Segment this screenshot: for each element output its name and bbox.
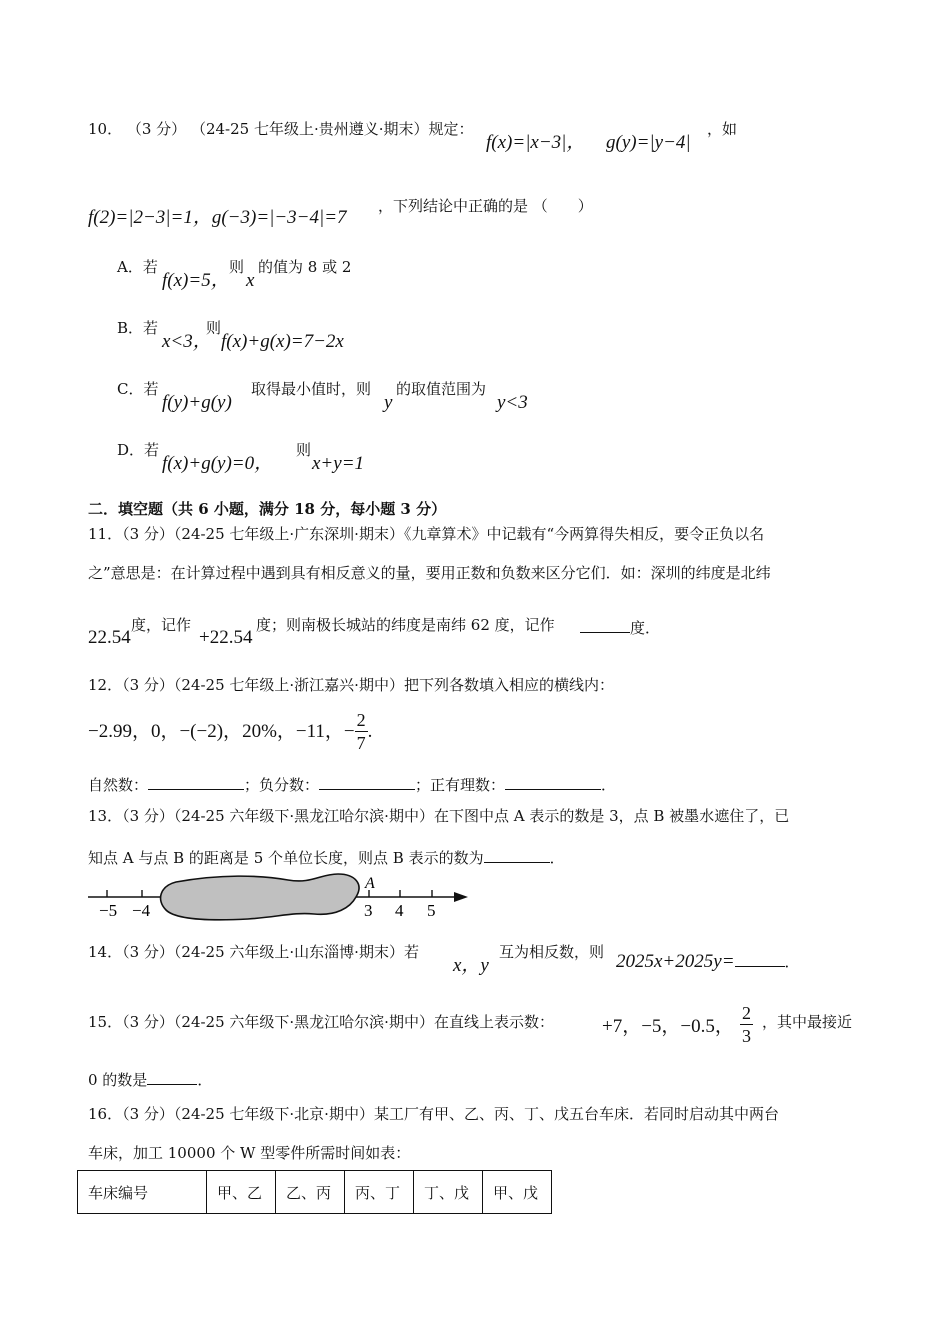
q12-numbers-part1: −2.99，0，−(−2)，: [88, 721, 243, 742]
q11-line2: 之”意思是：在计算过程中遇到具有相反意义的量，要用正数和负数来区分它们．如：深圳的纬度是北纬: [88, 564, 771, 582]
q12-numbers: [88, 711, 372, 752]
option-c-label: C．若: [117, 380, 159, 398]
q16-line1: 16．（3 分）（24-25 七年级下·北京·期中）某工厂有甲、乙、丙、丁、戊五台车床．若同时启动其中两台: [88, 1105, 779, 1123]
option-a-var: x: [246, 270, 255, 291]
q10-g-definition: g(y)=|y−4|: [606, 132, 691, 153]
option-c-text2: 的取值范围为: [396, 380, 487, 398]
q15-fraction-wrap: [740, 1004, 753, 1045]
tick-label-5: 5: [427, 901, 436, 920]
option-a-result: 的值为 8 或 2: [258, 258, 352, 276]
q13-line2: 知点 A 与点 B 的距离是 5 个单位长度，则点 B 表示的数为: [88, 849, 484, 867]
q14-expression-wrap: [616, 952, 800, 971]
q14-vars: x，y: [453, 955, 489, 976]
option-a-label: A．若: [117, 258, 158, 276]
q15-fraction-denominator: 3: [742, 1026, 751, 1046]
option-b-condition: x<3，: [162, 331, 212, 352]
q12-end: ．: [601, 776, 617, 794]
q15-numbers: +7，−5，−0.5，: [602, 1016, 734, 1037]
q11-answer-blank-wrap: [580, 618, 660, 636]
q11-value2: +22.54: [199, 627, 253, 648]
q10-stem: [88, 122, 474, 137]
option-a-condition: f(x)=5，: [162, 270, 230, 291]
q13-line2-wrap: [88, 848, 565, 866]
option-c-expression: f(y)+g(y): [162, 392, 232, 413]
option-d-condition: f(x)+g(y)=0，: [162, 453, 274, 474]
q14-text2: 互为相反数，则: [499, 943, 605, 961]
q12-percent: 20%: [242, 721, 277, 742]
option-c-range: y<3: [497, 392, 528, 413]
q12-categories: [88, 775, 616, 793]
q10-source: （24-25 七年级上·贵州遵义·期末）规定：: [190, 120, 474, 138]
table-row: [78, 1171, 552, 1214]
table-cell: 丙、丁: [345, 1171, 414, 1214]
option-b-result: f(x)+g(x)=7−2x: [221, 331, 344, 352]
table-cell: 丁、戊: [414, 1171, 483, 1214]
q15-answer-blank[interactable]: [147, 1070, 197, 1085]
q15-fraction: [740, 1004, 753, 1045]
q13-end: ．: [549, 849, 565, 867]
q12-natural-blank[interactable]: [148, 775, 244, 790]
q12-period: .: [367, 721, 373, 742]
q12-fraction: [355, 711, 368, 752]
option-d-label: D．若: [117, 441, 160, 459]
q13-line1: 13．（3 分）（24-25 六年级下·黑龙江哈尔滨·期中）在下图中点 A 表示的数是 3，点 B 被墨水遮住了，已: [88, 807, 790, 825]
q15-text1: 15．（3 分）（24-25 六年级下·黑龙江哈尔滨·期中）在直线上表示数：: [88, 1013, 554, 1031]
q12-natural-label: 自然数：: [88, 776, 149, 794]
ink-blot: [161, 874, 359, 920]
tick-label-minus-5: −5: [99, 901, 118, 920]
q15-line2-wrap: [88, 1070, 212, 1088]
table-cell: 乙、丙: [276, 1171, 345, 1214]
point-a-label: A: [365, 875, 375, 892]
q12-numbers-part2: ，−11，−: [276, 721, 355, 742]
q13-answer-blank[interactable]: [484, 848, 550, 863]
option-b-then: 则: [206, 319, 222, 337]
axis-arrow: [454, 892, 468, 902]
option-d-then: 则: [296, 441, 312, 459]
q12-positive-rational-label: ；正有理数：: [415, 776, 506, 794]
q12-fraction-denominator: 7: [356, 733, 366, 753]
q11-text3: 度．: [630, 619, 661, 637]
option-a-then: 则: [229, 258, 245, 276]
q11-line1: 11．（3 分）（24-25 七年级上·广东深圳·期末）《九章算术》中记载有“今两算得失相反，要令正负以名: [88, 525, 765, 543]
q14-text1: 14．（3 分）（24-25 六年级上·山东淄博·期末）若: [88, 943, 419, 961]
q10-f-definition: f(x)=|x−3|，: [486, 132, 586, 153]
table-cell: 甲、戊: [483, 1171, 552, 1214]
q11-text2: 度；则南极长城站的纬度是南纬 62 度，记作: [256, 616, 555, 634]
option-d-result: x+y=1: [312, 453, 365, 474]
q12-fraction-numerator: 2: [356, 710, 366, 730]
q14-expression: 2025x+2025y=: [616, 951, 735, 972]
lathe-time-table: [77, 1170, 552, 1214]
q12-negative-fraction-label: ；负分数：: [244, 776, 320, 794]
q14-end: ．: [784, 953, 800, 971]
q10-example: f(2)=|2−3|=1，g(−3)=|−3−4|=7: [88, 207, 347, 228]
table-header-cell: 车床编号: [78, 1171, 207, 1214]
q15-line2: 0 的数是: [88, 1071, 148, 1089]
q15-fraction-numerator: 2: [742, 1003, 751, 1023]
q10-number: 10．: [88, 120, 123, 138]
q12-positive-rational-blank[interactable]: [505, 775, 601, 790]
q10-suffix: ，如: [707, 120, 738, 138]
q16-line2: 车床，加工 10000 个 W 型零件所需时间如表：: [88, 1144, 411, 1162]
q11-text1: 度，记作: [131, 616, 192, 634]
q11-answer-blank[interactable]: [580, 618, 630, 633]
section-2-title: 二．填空题（共 6 小题，满分 18 分，每小题 3 分）: [88, 500, 447, 518]
table-cell: 甲、乙: [207, 1171, 276, 1214]
q15-text2: ，其中最接近: [762, 1013, 853, 1031]
option-c-text1: 取得最小值时，则: [251, 380, 372, 398]
q12-negative-fraction-blank[interactable]: [319, 775, 415, 790]
tick-label-minus-4: −4: [132, 901, 151, 920]
q10-score: （3 分）: [126, 120, 187, 138]
option-c-var: y: [384, 392, 393, 413]
q14-answer-blank[interactable]: [735, 952, 785, 967]
tick-label-4: 4: [395, 901, 404, 920]
q15-end: ．: [197, 1071, 213, 1089]
q12-line1: 12．（3 分）（24-25 七年级上·浙江嘉兴·期中）把下列各数填入相应的横线内：: [88, 676, 614, 694]
number-line: [80, 870, 480, 926]
option-b-label: B．若: [117, 319, 159, 337]
q11-value1: 22.54: [88, 627, 131, 648]
tick-label-3: 3: [364, 901, 373, 920]
q10-stem-tail: ，下列结论中正确的是 （ ）: [378, 197, 593, 215]
